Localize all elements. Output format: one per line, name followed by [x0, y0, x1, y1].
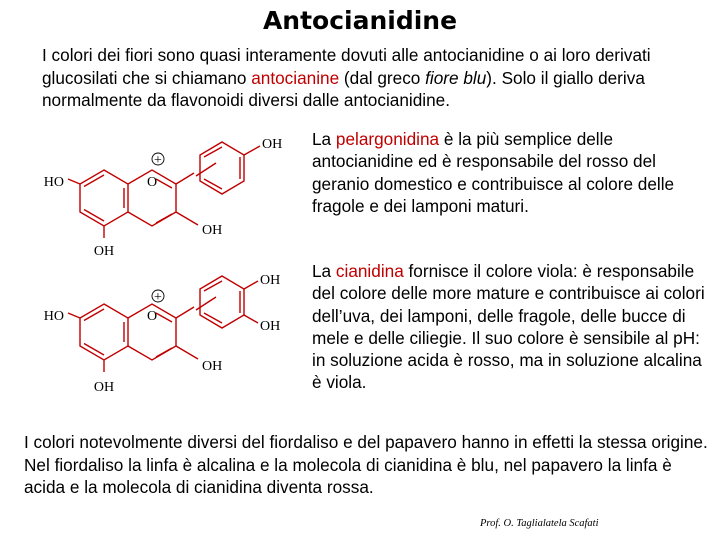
pelargonidin-oh-4p: OH — [262, 137, 283, 152]
pelargonidina-paragraph: La pelargonidina è la più semplice delle antocianidine ed è responsabile del rosso del geranio domestico e contribuisce al colore delle fragole e dei lamponi maturi. — [312, 129, 675, 216]
pelargonidin-ho-7: HO — [43, 175, 64, 190]
pelargonidin-plus: + — [154, 153, 162, 168]
intro-paragraph: I colori dei fiori sono quasi interamente dovuti alle antocianidine o ai loro derivati glucosilati che si chiamano antocianine (dal greco fiore blu). Solo il giallo deriva normalmente da flavonoidi diversi dalle antocianidine. — [42, 45, 651, 110]
pelargonidin-structure — [0, 128, 300, 260]
antocianine-term: antocianine — [251, 67, 340, 88]
cyanidin-ho-7: HO — [43, 309, 64, 324]
cianidina-paragraph: La cianidina fornisce il colore viola: è responsabile del colore delle more mature e contribuisce ai colori dell’uva, dei lamponi, delle fragole, delle bucce di mele e delle ciliegie. Il suo colore è sensibile al pH: in soluzione acida è rosso, ma in soluzione alcalina è viola. — [312, 261, 705, 393]
cianidina-term: cianidina — [335, 261, 404, 281]
cyanidin-structure — [0, 262, 300, 400]
pelargonidin-oh-3: OH — [202, 223, 223, 238]
cyanidin-oh-4p: OH — [260, 273, 281, 288]
cyanidin-oh-5: OH — [93, 380, 115, 395]
cyanidin-oh-3: OH — [202, 359, 223, 374]
pelargonidin-oh-5: OH — [93, 244, 115, 259]
pelargonidin-oxygen: O — [146, 175, 158, 190]
cyanidin-plus: + — [154, 290, 162, 305]
cyanidin-oh-3p: OH — [260, 319, 281, 334]
fiore-blu-term: fiore blu — [425, 67, 487, 88]
cyanidin-oxygen: O — [146, 309, 158, 324]
page-title: Antocianidine — [262, 6, 458, 35]
conclusion-paragraph: I colori notevolmente diversi del fiordaliso e del papavero hanno in effetti la stessa origine. Nel fiordaliso la linfa è alcalina e la molecola di cianidina è blu, nel papavero la linfa è acida e la molecola di cianidina diventa rossa. — [24, 432, 708, 497]
author-credit: Prof. O. Taglialatela Scafati — [480, 518, 599, 529]
pelargonidina-term: pelargonidina — [335, 129, 440, 149]
